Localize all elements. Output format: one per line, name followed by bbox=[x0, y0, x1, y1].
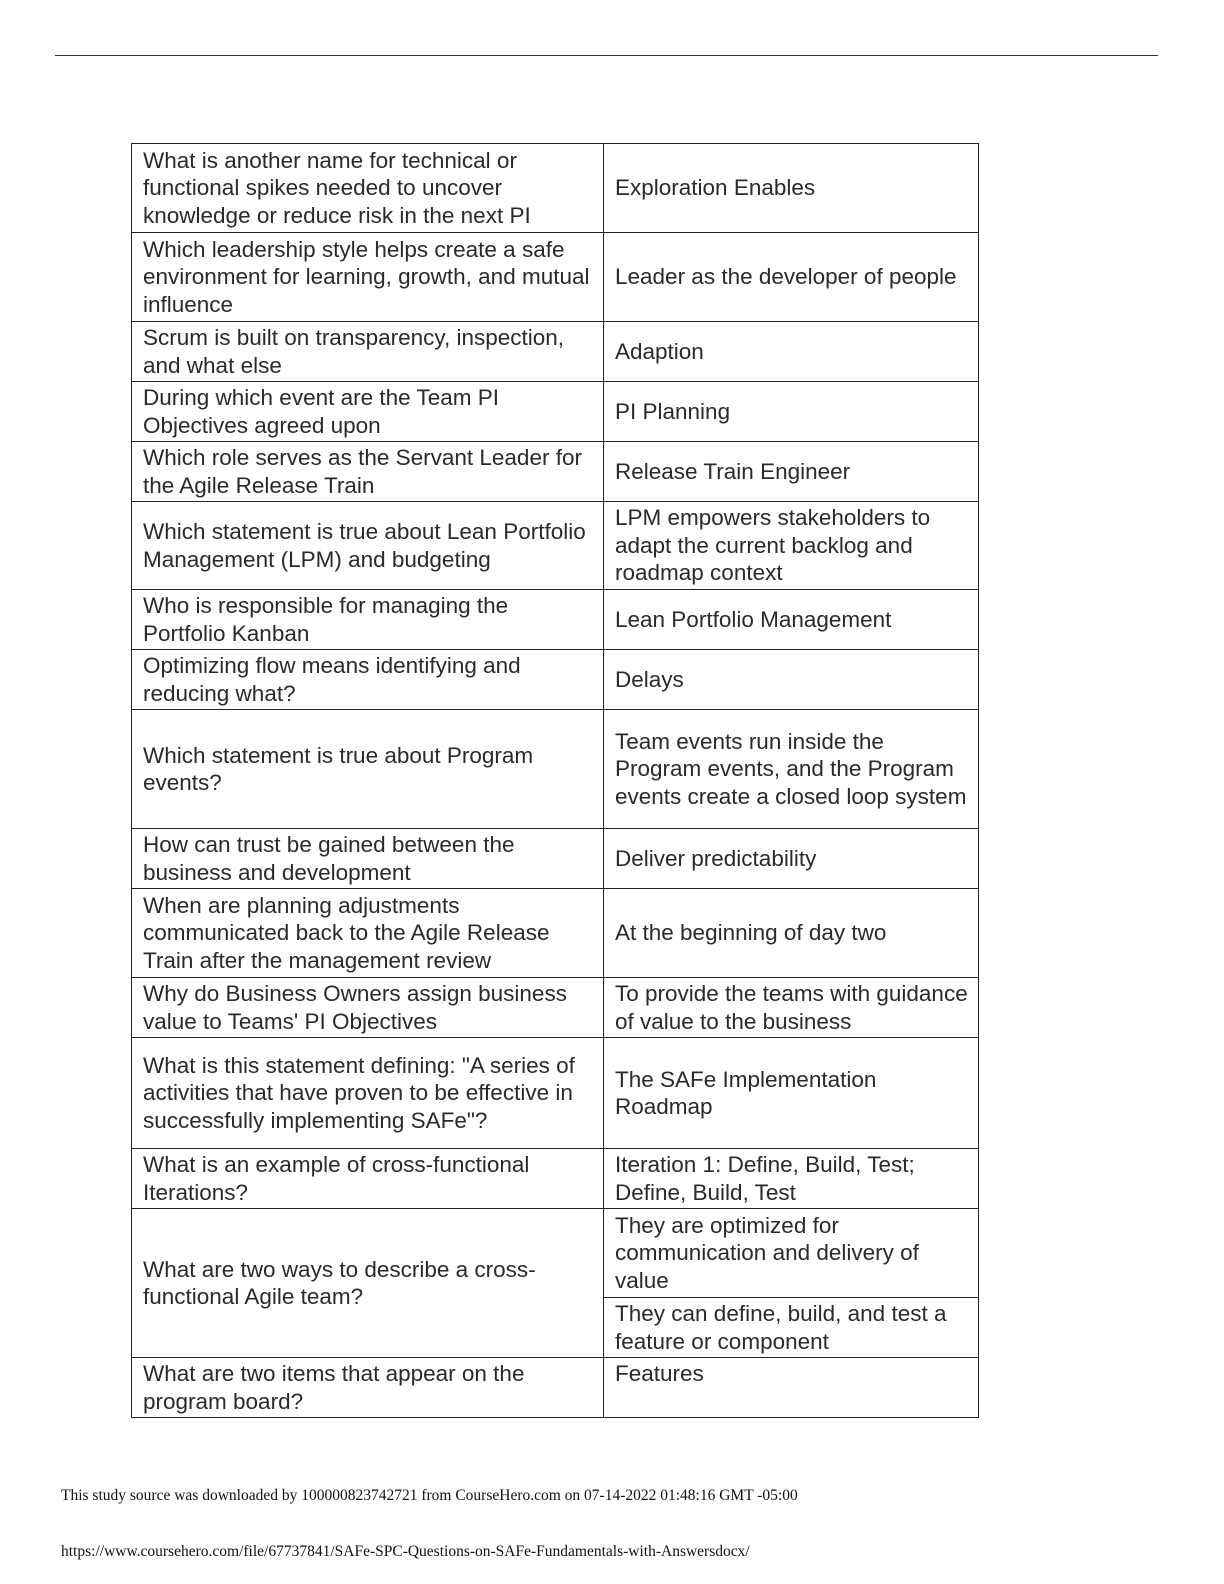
table-row bbox=[132, 710, 979, 829]
download-notice: This study source was downloaded by 100000823742721 from CourseHero.com on 07-14-2022 01:48:16 GMT -05:00 bbox=[61, 1487, 798, 1504]
source-url-link[interactable]: https://www.coursehero.com/file/67737841/SAFe-SPC-Questions-on-SAFe-Fundamentals-with-Answersdocx/ bbox=[61, 1543, 750, 1560]
question-cell: What is another name for technical or functional spikes needed to uncover knowledge or reduce risk in the next PI bbox=[132, 144, 604, 233]
table-row bbox=[132, 322, 979, 382]
answer-cell: Deliver predictability bbox=[604, 829, 979, 889]
question-cell: What are two ways to describe a cross-functional Agile team? bbox=[132, 1209, 604, 1358]
question-cell: Why do Business Owners assign business value to Teams' PI Objectives bbox=[132, 978, 604, 1038]
answer-cell: Exploration Enables bbox=[604, 144, 979, 233]
table-row bbox=[132, 1358, 979, 1418]
question-cell: How can trust be gained between the business and development bbox=[132, 829, 604, 889]
table-row bbox=[132, 233, 979, 322]
table-row bbox=[132, 829, 979, 889]
table-row bbox=[132, 144, 979, 233]
question-cell: During which event are the Team PI Objectives agreed upon bbox=[132, 382, 604, 442]
answer-cell: Features bbox=[604, 1358, 979, 1418]
answer-cell: To provide the teams with guidance of value to the business bbox=[604, 978, 979, 1038]
top-rule bbox=[55, 55, 1158, 56]
question-cell: What is an example of cross-functional Iterations? bbox=[132, 1149, 604, 1209]
table-row bbox=[132, 442, 979, 502]
table-row bbox=[132, 502, 979, 590]
question-cell: Which role serves as the Servant Leader for the Agile Release Train bbox=[132, 442, 604, 502]
answer-cell: The SAFe Implementation Roadmap bbox=[604, 1038, 979, 1149]
answer-cell: They can define, build, and test a feature or component bbox=[604, 1298, 979, 1358]
table-row bbox=[132, 978, 979, 1038]
table-row bbox=[132, 382, 979, 442]
table-row bbox=[132, 1038, 979, 1149]
answer-cell: Team events run inside the Program events, and the Program events create a closed loop system bbox=[604, 710, 979, 829]
question-cell: Which statement is true about Lean Portfolio Management (LPM) and budgeting bbox=[132, 502, 604, 590]
table-row bbox=[132, 1209, 979, 1298]
answer-cell: Adaption bbox=[604, 322, 979, 382]
question-cell: What is this statement defining: "A series of activities that have proven to be effective in successfully implementing SAFe"? bbox=[132, 1038, 604, 1149]
answer-cell: Delays bbox=[604, 650, 979, 710]
question-cell: Who is responsible for managing the Portfolio Kanban bbox=[132, 590, 604, 650]
answer-cell: LPM empowers stakeholders to adapt the current backlog and roadmap context bbox=[604, 502, 979, 590]
answer-cell: PI Planning bbox=[604, 382, 979, 442]
table-row bbox=[132, 889, 979, 978]
answer-cell: At the beginning of day two bbox=[604, 889, 979, 978]
answer-cell: Release Train Engineer bbox=[604, 442, 979, 502]
question-cell: Which leadership style helps create a safe environment for learning, growth, and mutual influence bbox=[132, 233, 604, 322]
question-cell: When are planning adjustments communicated back to the Agile Release Train after the management review bbox=[132, 889, 604, 978]
question-cell: Which statement is true about Program events? bbox=[132, 710, 604, 829]
question-cell: Scrum is built on transparency, inspection, and what else bbox=[132, 322, 604, 382]
answer-cell: Iteration 1: Define, Build, Test; Define, Build, Test bbox=[604, 1149, 979, 1209]
table-row bbox=[132, 590, 979, 650]
question-cell: Optimizing flow means identifying and reducing what? bbox=[132, 650, 604, 710]
table-row bbox=[132, 650, 979, 710]
qa-table bbox=[131, 143, 979, 1418]
answer-cell: They are optimized for communication and delivery of value bbox=[604, 1209, 979, 1298]
answer-cell: Leader as the developer of people bbox=[604, 233, 979, 322]
table-row bbox=[132, 1149, 979, 1209]
question-cell: What are two items that appear on the program board? bbox=[132, 1358, 604, 1418]
answer-cell: Lean Portfolio Management bbox=[604, 590, 979, 650]
